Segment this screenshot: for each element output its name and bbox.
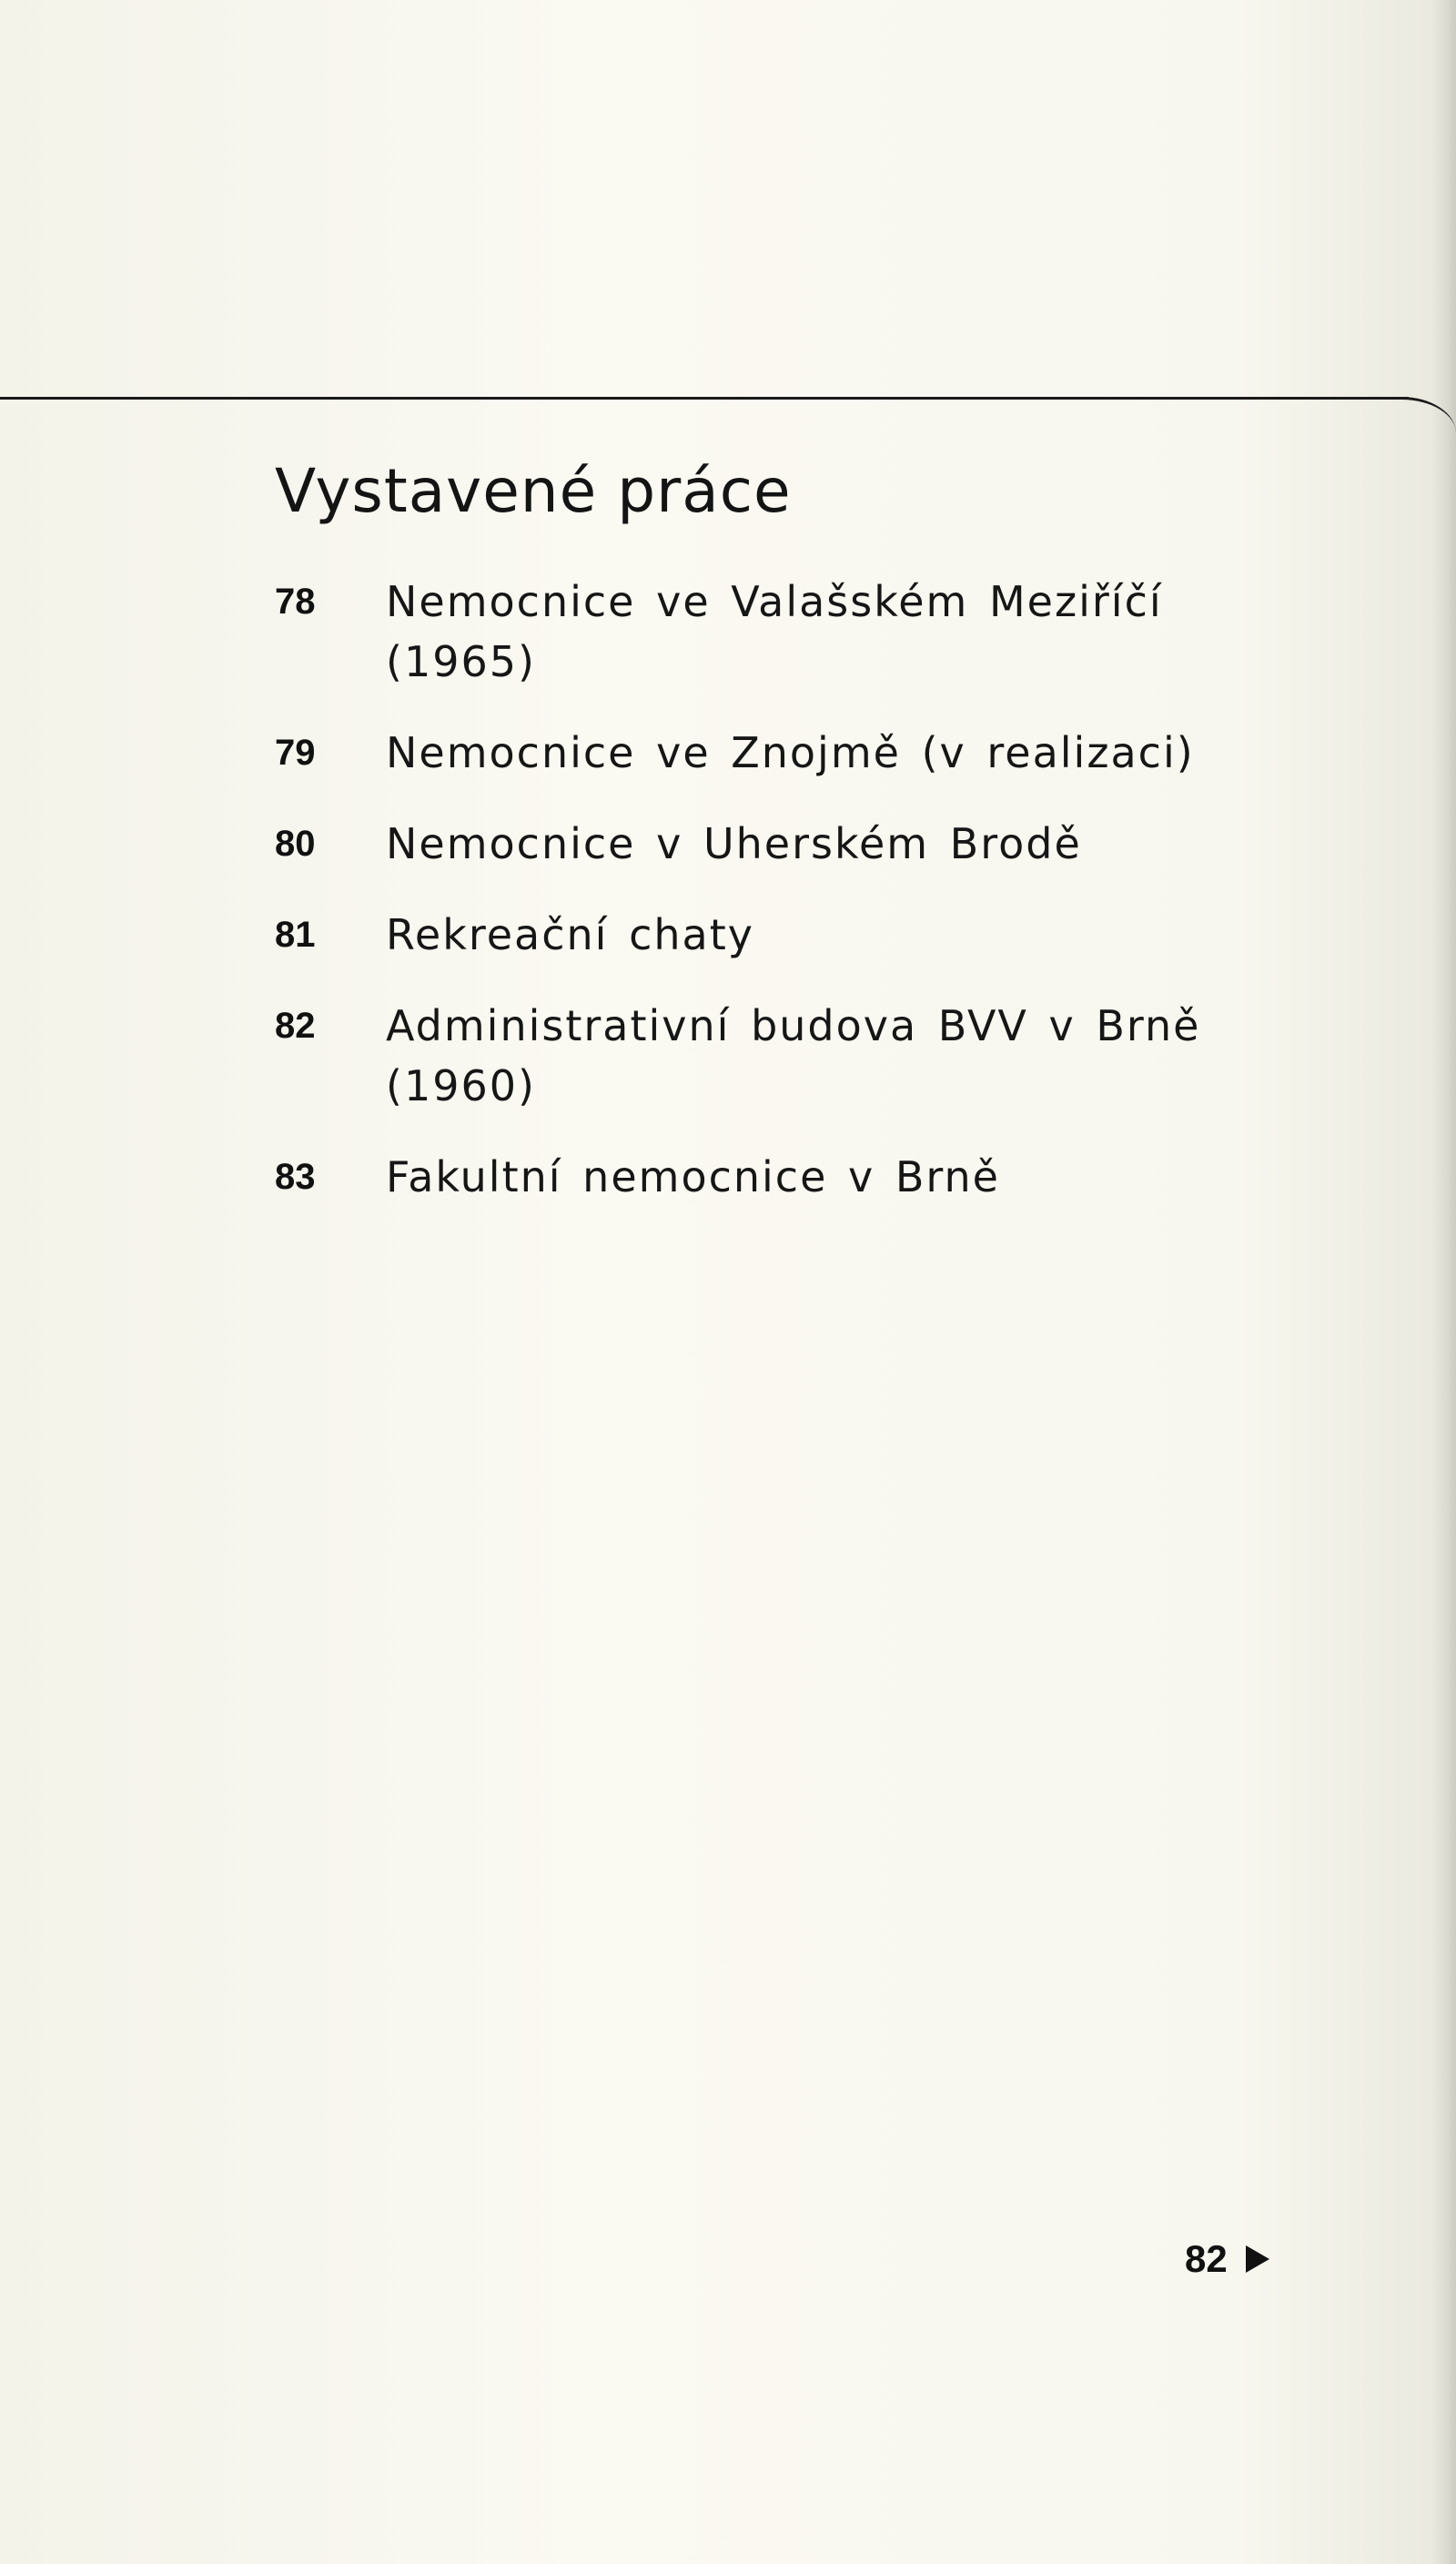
work-number: 80 [275, 824, 316, 864]
work-number: 78 [275, 582, 316, 622]
work-title: Nemocnice v Uherském Brodě [386, 819, 1082, 868]
list-item [275, 814, 1321, 874]
list-item [275, 905, 1321, 965]
next-page-arrow-icon [1246, 2245, 1269, 2273]
list-item [275, 1147, 1321, 1207]
work-title: Fakultní nemocnice v Brně [386, 1152, 1000, 1201]
works-list [275, 572, 1321, 1238]
list-item [275, 723, 1321, 783]
work-title: Administrativní budova BVV v Brně (1960) [386, 1001, 1201, 1110]
work-number: 82 [275, 1006, 316, 1046]
work-number: 79 [275, 733, 316, 773]
work-number: 83 [275, 1157, 316, 1197]
list-item [275, 996, 1321, 1116]
page-number: 82 [1185, 2237, 1228, 2280]
work-number: 81 [275, 915, 316, 955]
page-edge-shadow [1431, 0, 1456, 2564]
work-title: Nemocnice ve Znojmě (v realizaci) [386, 728, 1195, 777]
list-item [275, 572, 1321, 692]
page-title: Vystavené práce [275, 456, 792, 526]
work-title: Nemocnice ve Valašském Meziříčí (1965) [386, 577, 1163, 686]
page-footer [1185, 2232, 1269, 2286]
work-title: Rekreační chaty [386, 910, 754, 959]
top-rule [0, 397, 1409, 400]
